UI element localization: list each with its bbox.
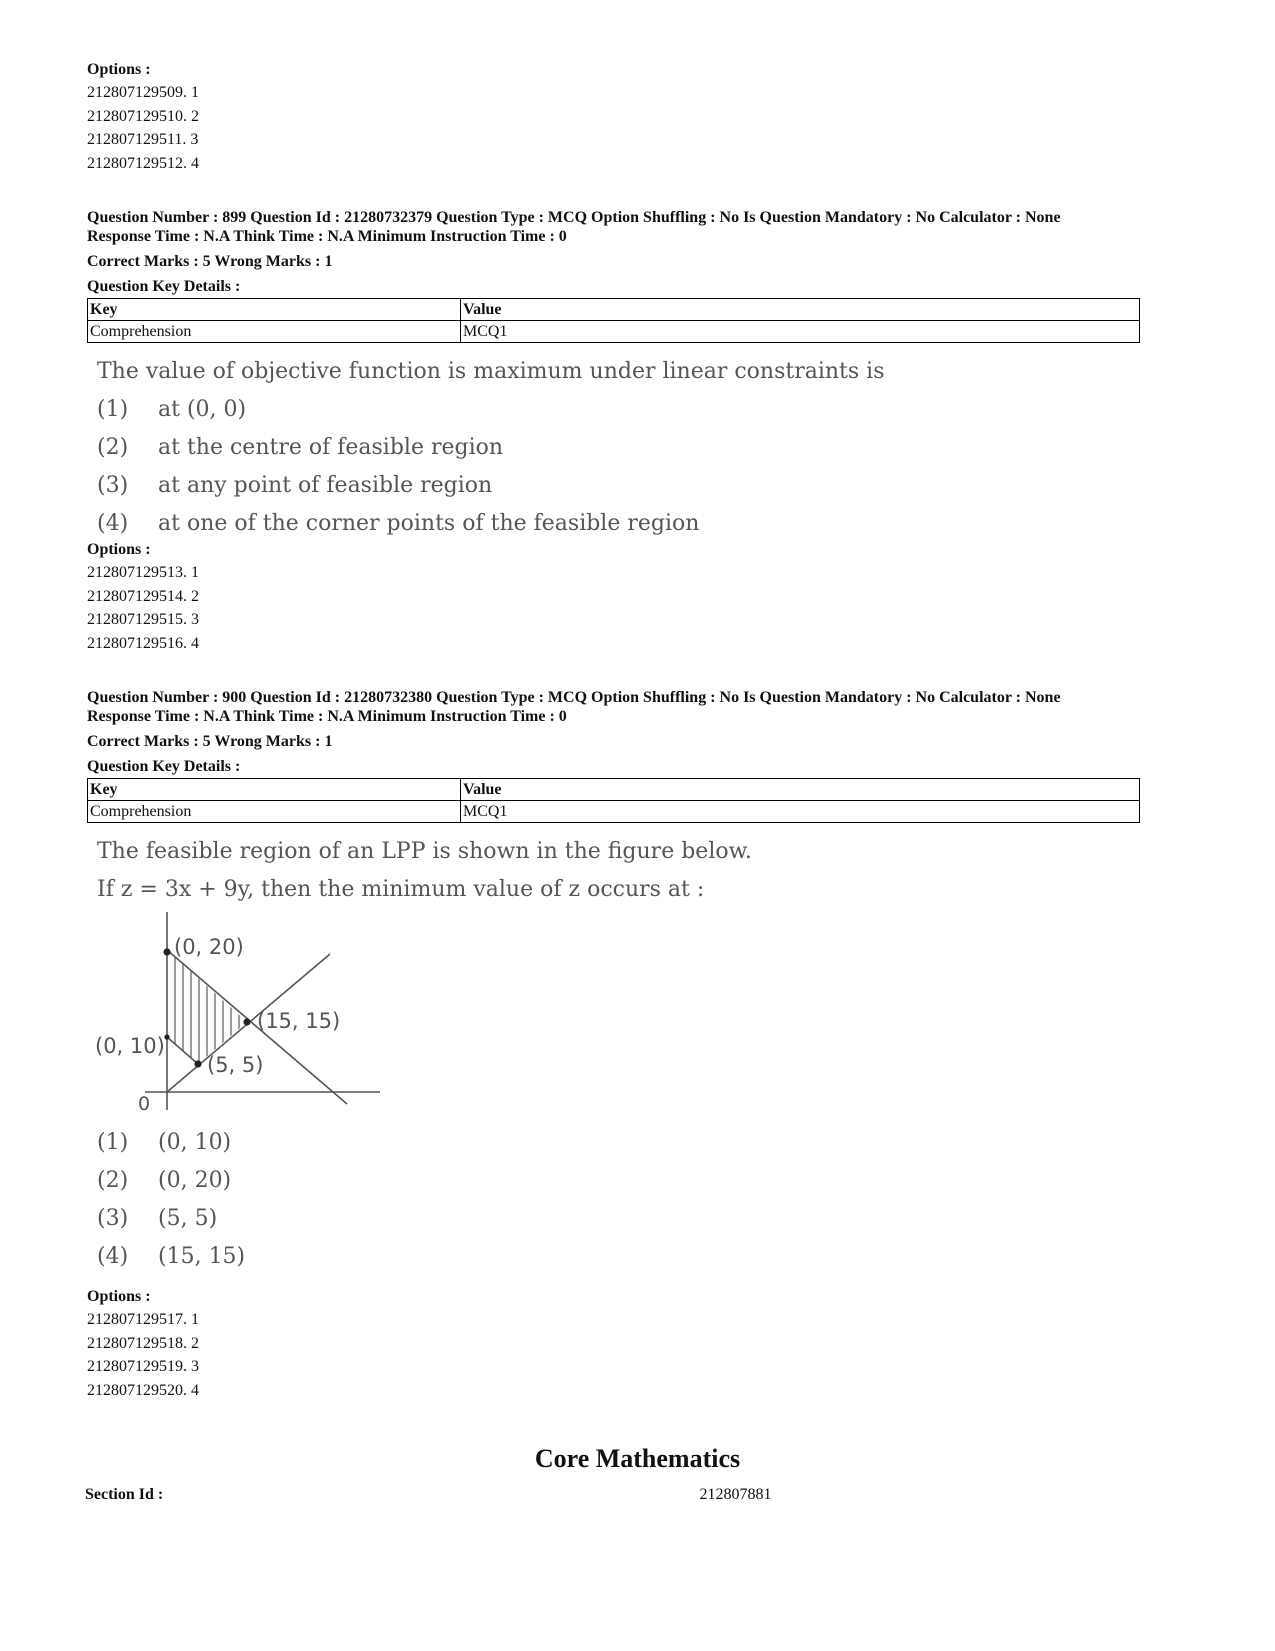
option-item: 212807129511. 3 [87, 131, 199, 148]
table-row [88, 321, 1140, 343]
q899-key-table [87, 298, 1140, 343]
q900-choice [97, 1238, 245, 1276]
q899-choice [97, 391, 885, 429]
choice-text: at the centre of feasible region [158, 435, 504, 460]
choice-number: (4) [97, 511, 129, 536]
q899-meta [87, 208, 1061, 246]
q900-key-table [87, 778, 1140, 823]
q900-options-block [87, 1285, 199, 1402]
options-heading: Options : [87, 541, 151, 558]
table-cell-key: Comprehension [88, 321, 461, 343]
choice-text: at any point of feasible region [158, 473, 493, 498]
q899-choice [97, 505, 885, 543]
corner-point-0-20 [163, 948, 170, 955]
table-cell-value: MCQ1 [461, 801, 1140, 823]
q899-key-details-label: Question Key Details : [87, 278, 241, 295]
choice-number: (3) [97, 1206, 129, 1231]
option-item: 212807129509. 1 [87, 84, 199, 101]
q900-key-details-label: Question Key Details : [87, 758, 241, 775]
label-0-20: (0, 20) [174, 935, 244, 959]
choice-text: (0, 20) [158, 1168, 232, 1193]
option-item: 212807129518. 2 [87, 1334, 199, 1352]
options-heading: Options : [87, 61, 151, 78]
option-item: 212807129514. 2 [87, 587, 199, 605]
choice-text: (5, 5) [158, 1206, 218, 1231]
choice-number: (2) [97, 435, 129, 460]
option-item: 212807129510. 2 [87, 107, 199, 125]
option-item: 212807129519. 3 [87, 1358, 199, 1375]
q900-choices [97, 1124, 245, 1276]
option-item: 212807129516. 4 [87, 634, 199, 652]
lpp-feasible-region-figure [90, 912, 390, 1122]
q900-question-line1: The feasible region of an LPP is shown in the figure below. [97, 839, 752, 864]
q900-meta [87, 688, 1061, 726]
label-origin: 0 [138, 1093, 151, 1115]
table-cell-value: MCQ1 [461, 321, 1140, 343]
table-header-value: Value [461, 299, 1140, 321]
q899-choice [97, 429, 885, 467]
section-id-value: 212807881 [699, 1486, 772, 1503]
q899-meta-line2: Response Time : N.A Think Time : N.A Minimum Instruction Time : 0 [87, 228, 567, 245]
choice-text: at (0, 0) [158, 397, 247, 422]
q900-meta-line1: Question Number : 900 Question Id : 21280732380 Question Type : MCQ Option Shuffling : No Is Question Mandatory : No Calculator : None [87, 689, 1061, 706]
q899-question-image [97, 353, 885, 543]
table-header-key: Key [88, 299, 461, 321]
option-item: 212807129520. 4 [87, 1381, 199, 1399]
label-5-5: (5, 5) [207, 1053, 264, 1077]
q900-question-image [97, 833, 752, 909]
table-header-row [88, 779, 1140, 801]
table-header-row [88, 299, 1140, 321]
choice-text: at one of the corner points of the feasible region [158, 511, 700, 536]
option-item: 212807129517. 1 [87, 1311, 199, 1328]
q899-marks: Correct Marks : 5 Wrong Marks : 1 [87, 253, 333, 270]
table-cell-key: Comprehension [88, 801, 461, 823]
table-header-key: Key [88, 779, 461, 801]
table-header-value: Value [461, 779, 1140, 801]
label-0-10: (0, 10) [95, 1034, 165, 1058]
section-title: Core Mathematics [534, 1444, 741, 1473]
q900-choice [97, 1200, 245, 1238]
section-id-label: Section Id : [85, 1486, 164, 1503]
corner-point-15-15 [243, 1018, 250, 1025]
options-heading: Options : [87, 1288, 151, 1305]
option-item: 212807129515. 3 [87, 611, 199, 628]
choice-text: (15, 15) [158, 1244, 246, 1269]
option-item: 212807129513. 1 [87, 564, 199, 581]
table-row [88, 801, 1140, 823]
prev-options-block [87, 58, 199, 175]
corner-point-0-10 [164, 1034, 169, 1039]
q899-options-block [87, 538, 199, 655]
q899-meta-line1: Question Number : 899 Question Id : 21280732379 Question Type : MCQ Option Shuffling : No Is Question Mandatory : No Calculator : None [87, 209, 1061, 226]
corner-point-5-5 [194, 1060, 201, 1067]
q900-choice [97, 1124, 245, 1162]
label-15-15: (15, 15) [257, 1009, 341, 1033]
choice-number: (1) [97, 1130, 129, 1155]
q900-question-line2: If z = 3x + 9y, then the minimum value of z occurs at : [97, 877, 705, 902]
options-list [87, 1308, 199, 1402]
q900-marks: Correct Marks : 5 Wrong Marks : 1 [87, 733, 333, 750]
options-list [87, 81, 199, 175]
section-id-value-wrap [0, 1483, 1275, 1506]
choice-text: (0, 10) [158, 1130, 232, 1155]
choice-number: (4) [97, 1244, 129, 1269]
options-list [87, 561, 199, 655]
choice-number: (3) [97, 473, 129, 498]
q900-choice [97, 1162, 245, 1200]
q899-question-text: The value of objective function is maximum under linear constraints is [97, 359, 885, 384]
q899-choice [97, 467, 885, 505]
choice-number: (2) [97, 1168, 129, 1193]
q900-meta-line2: Response Time : N.A Think Time : N.A Minimum Instruction Time : 0 [87, 708, 567, 725]
option-item: 212807129512. 4 [87, 154, 199, 172]
choice-number: (1) [97, 397, 129, 422]
